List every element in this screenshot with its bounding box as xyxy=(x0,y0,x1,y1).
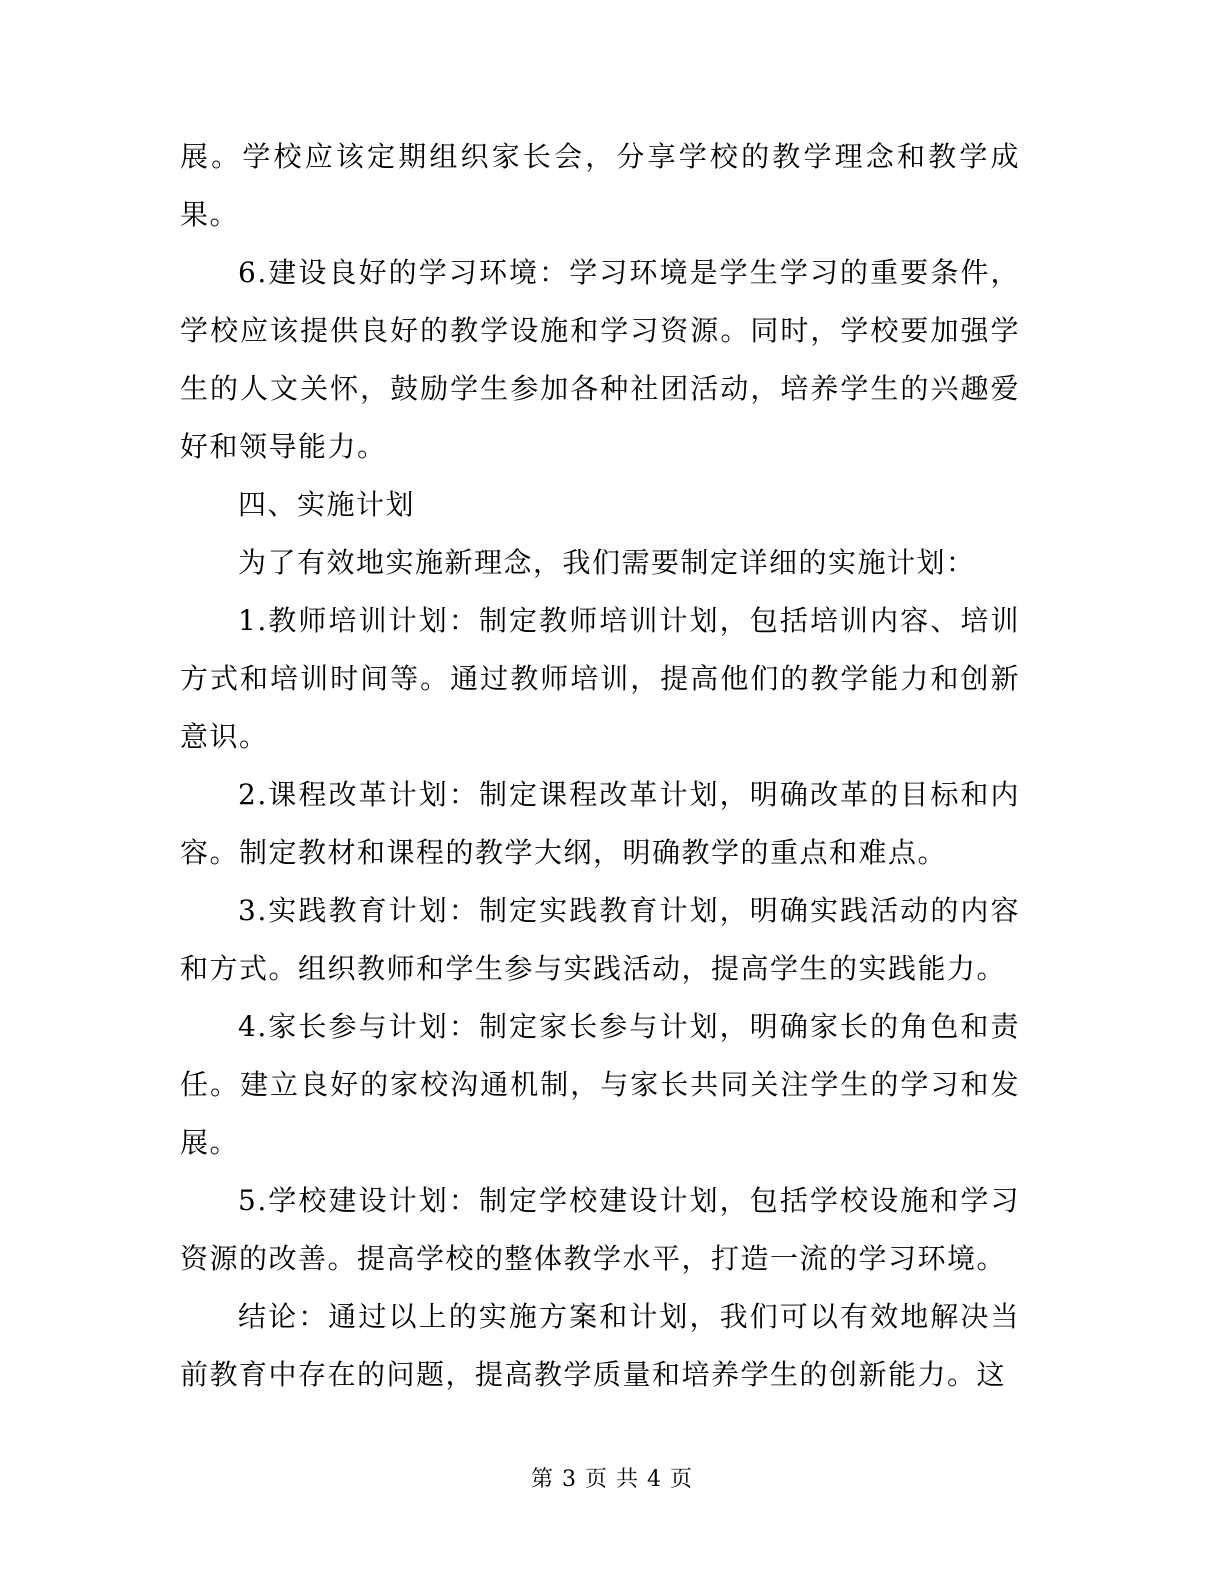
list-item: 2.课程改革计划：制定课程改革计划，明确改革的目标和内容。制定教材和课程的教学大纲，明确教学的重点和难点。 xyxy=(180,778,1020,869)
list-item: 5.学校建设计划：制定学校建设计划，包括学校设施和学习资源的改善。提高学校的整体教学水平，打造一流的学习环境。 xyxy=(180,1184,1020,1275)
page-footer xyxy=(0,1462,1224,1493)
list-item: 1.教师培训计划：制定教师培训计划，包括培训内容、培训方式和培训时间等。通过教师培训，提高他们的教学能力和创新意识。 xyxy=(180,604,1020,753)
document-body xyxy=(180,128,1020,1404)
paragraph: 6.建设良好的学习环境：学习环境是学生学习的重要条件，学校应该提供良好的教学设施和学习资源。同时，学校要加强学生的人文关怀，鼓励学生参加各种社团活动，培养学生的兴趣爱好和领导能力。 xyxy=(180,256,1020,463)
list-item: 4.家长参与计划：制定家长参与计划，明确家长的角色和责任。建立良好的家校沟通机制，与家长共同关注学生的学习和发展。 xyxy=(180,1010,1020,1159)
paragraph: 为了有效地实施新理念，我们需要制定详细的实施计划： xyxy=(238,546,976,579)
page-number: 第 3 页 共 4 页 xyxy=(531,1467,693,1492)
paragraph: 展。学校应该定期组织家长会，分享学校的教学理念和教学成果。 xyxy=(180,140,1020,231)
list-item: 3.实践教育计划：制定实践教育计划，明确实践活动的内容和方式。组织教师和学生参与实践活动，提高学生的实践能力。 xyxy=(180,894,1020,985)
section-heading: 四、实施计划 xyxy=(238,488,416,521)
conclusion-paragraph: 结论：通过以上的实施方案和计划，我们可以有效地解决当前教育中存在的问题，提高教学质量和培养学生的创新能力。这 xyxy=(180,1300,1020,1391)
